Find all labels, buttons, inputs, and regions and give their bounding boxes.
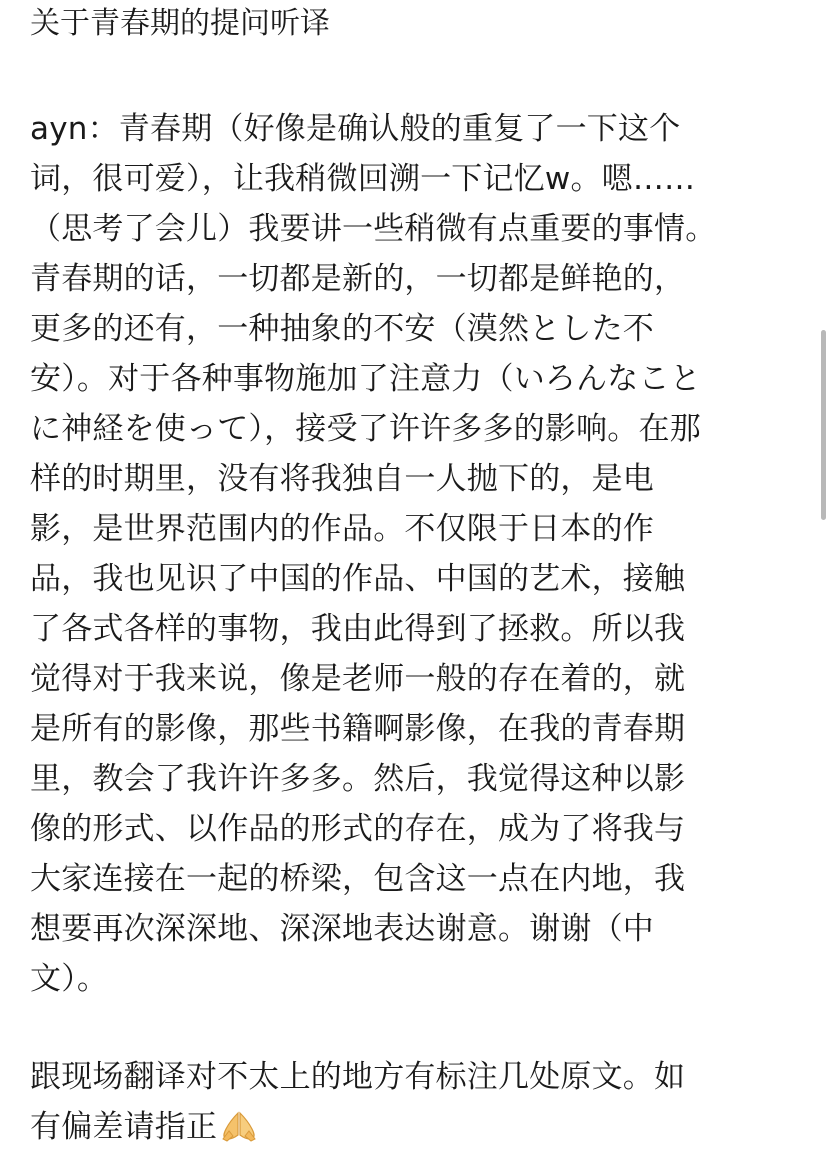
body-line: 安）。对于各种事物施加了注意力（いろんなこと [30,361,701,397]
note-body [30,104,800,1004]
footer-line-text: 有偏差请指正 [30,1109,218,1145]
body-line: 里，教会了我许许多多。然后，我觉得这种以影 [30,761,686,797]
body-line: 了各式各样的事物，我由此得到了拯救。所以我 [30,611,686,647]
body-line: ayn：青春期（好像是确认般的重复了一下这个 [30,111,681,147]
note-title: 关于青春期的提问听译 [30,6,330,41]
body-line: 品，我也见识了中国的作品、中国的艺术，接触 [30,561,686,597]
body-line: 大家连接在一起的桥梁，包含这一点在内地，我 [30,861,686,897]
body-line: 影，是世界范围内的作品。不仅限于日本的作 [30,511,654,547]
scrollbar[interactable] [821,330,826,520]
body-line: 觉得对于我来说，像是老师一般的存在着的，就 [30,661,686,697]
footer-line-last [30,1102,800,1152]
body-line: （思考了会儿）我要讲一些稍微有点重要的事情。 [30,211,717,247]
body-line: 像的形式、以作品的形式的存在，成为了将我与 [30,811,686,847]
body-line: に神経を使って），接受了许许多多的影响。在那 [30,411,701,447]
body-line: 文）。 [30,961,109,997]
body-line: 想要再次深深地、深深地表达谢意。谢谢（中 [30,911,654,947]
body-line: 词，很可爱），让我稍微回溯一下记忆w。嗯…… [30,161,696,197]
body-line: 青春期的话，一切都是新的，一切都是鲜艳的， [30,261,686,297]
note-footer [30,1052,800,1152]
body-line: 更多的还有，一种抽象的不安（漠然とした不 [30,311,654,347]
body-line: 样的时期里，没有将我独自一人抛下的，是电 [30,461,654,497]
folded-hands-emoji-icon [219,1108,259,1142]
footer-line: 跟现场翻译对不太上的地方有标注几处原文。如 [30,1059,686,1095]
body-line: 是所有的影像，那些书籍啊影像，在我的青春期 [30,711,686,747]
